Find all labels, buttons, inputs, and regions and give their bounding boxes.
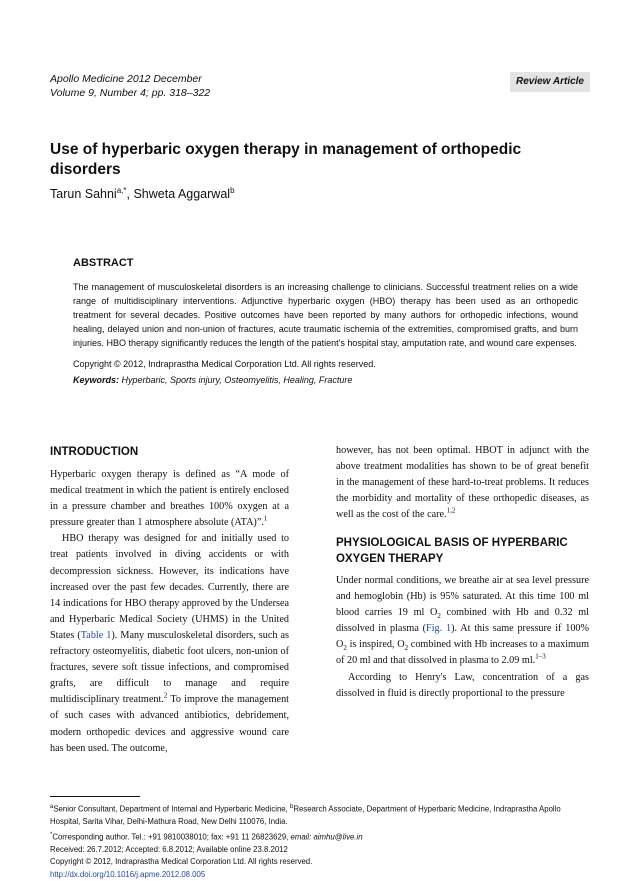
o2-subscript-2: 2 bbox=[343, 644, 347, 653]
abstract-text: The management of musculoskeletal disorders is an increasing challenge to clinicians. Successful treatment relies on a wide range of multidisciplinary interventions. Adjunctive hyperbaric oxygen (HBO) therapy has been used as an orthopedic treatment for several decades. Positive outcomes have been reported by many authors for orthopedic infections, wound healing, delayed union and non-union of fractures, acute traumatic ischemia of the extremities, compromised grafts, and burn injuries. HBO therapy significantly reduces the length of the patient's hospital stay, amputation rate, and wound care expenses. bbox=[73, 282, 578, 348]
paragraph-4-text-d: is inspired, O bbox=[346, 639, 405, 651]
abstract-copyright: Copyright © 2012, Indraprastha Medical Corporation Ltd. All rights reserved. bbox=[73, 359, 376, 369]
footnotes bbox=[50, 801, 590, 881]
citation-4: 1–3 bbox=[535, 653, 546, 662]
keywords bbox=[73, 375, 352, 385]
author-2-affil: b bbox=[230, 186, 235, 195]
corresponding-marker: * bbox=[50, 831, 53, 838]
paragraph-2 bbox=[50, 531, 289, 756]
intro-heading: INTRODUCTION bbox=[50, 446, 139, 458]
paragraph-1-text: Hyperbaric oxygen therapy is defined as “A mode of medical treatment in which the patient is entirely enclosed in a pressure chamber and breathes 100% oxygen at a pressure greater than 1 atmosphere absolute (ATA)”. bbox=[50, 469, 289, 529]
journal-info bbox=[50, 72, 210, 100]
table-1-link[interactable]: Table 1 bbox=[80, 629, 112, 641]
paragraph-4-text-a: Under normal conditions, we breathe air at sea level pressure and hemoglobin (Hb) is 95% saturated. At this time 100 ml blood carries 19 ml O bbox=[336, 575, 589, 619]
keywords-label: Keywords: bbox=[73, 375, 120, 385]
physiology-heading: PHYSIOLOGICAL BASIS OF HYPERBARIC OXYGEN THERAPY bbox=[336, 537, 568, 565]
article-title: Use of hyperbaric oxygen therapy in management of orthopedic disorders bbox=[50, 141, 522, 178]
paragraph-2-text-a: HBO therapy was designed for and initially used to treat patients involved in diving accidents or with decompression sickness. However, its indications have increased over the past few decades. Currently, there are 14 indications for HBO therapy approved by the Undersea and Hyperbaric Medical Society (UHMS) in the United States ( bbox=[50, 533, 289, 641]
author-email[interactable]: email: aimhu@live.in bbox=[290, 832, 363, 842]
footnote-dates: Received: 26.7.2012; Accepted: 6.8.2012; Available online 23.8.2012 bbox=[50, 844, 288, 854]
paragraph-4-text-b: combined with Hb and 0.32 ml dissolved in plasma ( bbox=[336, 607, 589, 635]
article-type-badge: Review Article bbox=[510, 72, 590, 92]
affil-b-marker: b bbox=[289, 804, 294, 810]
paragraph-4-text-e: combined with Hb increases to a maximum of 20 ml and that dissolved in plasma to 2.09 ml. bbox=[336, 639, 590, 667]
paragraph-3 bbox=[336, 443, 589, 523]
author-list bbox=[50, 186, 235, 201]
affil-b-text: Research Associate, Department of Hyperbaric Medicine, Indraprastha Apollo Hospital, Sarita Vihar, Delhi-Mathura Road, New Delhi 110076, India. bbox=[50, 804, 561, 827]
paragraph-1 bbox=[50, 467, 289, 531]
author-separator: , bbox=[126, 187, 134, 202]
correspondence-text: Corresponding author. Tel.: +91 9810038010; fax: +91 11 26823629, bbox=[52, 832, 291, 842]
abstract-heading: ABSTRACT bbox=[73, 257, 134, 269]
left-column bbox=[50, 467, 289, 757]
affil-a-text: Senior Consultant, Department of Internal and Hyperbaric Medicine, bbox=[53, 804, 290, 814]
o2-subscript-1: 2 bbox=[437, 612, 441, 621]
footnote-affiliations bbox=[50, 801, 590, 829]
keywords-list: Hyperbaric, Sports injury, Osteomyelitis, Healing, Fracture bbox=[119, 375, 353, 385]
affil-a-marker: a bbox=[50, 804, 54, 810]
paragraph-5: According to Henry's Law, concentration of a gas dissolved in fluid is directly proportional to the pressure bbox=[336, 671, 589, 699]
right-column-top bbox=[336, 443, 589, 523]
journal-line-2: Volume 9, Number 4; pp. 318–322 bbox=[50, 87, 211, 99]
journal-line-1: Apollo Medicine 2012 December bbox=[50, 73, 202, 85]
citation-1: 1 bbox=[263, 514, 268, 523]
paragraph-4-text-c: ). At this same pressure if 100% O bbox=[336, 623, 589, 651]
footnote-copyright: Copyright © 2012, Indraprastha Medical Corporation Ltd. All rights reserved. bbox=[50, 857, 313, 867]
o2-subscript-3: 2 bbox=[404, 644, 409, 653]
author-1: Tarun Sahni bbox=[50, 187, 117, 202]
doi-link[interactable]: http://dx.doi.org/10.1016/j.apme.2012.08.005 bbox=[50, 869, 206, 879]
footnote-rule bbox=[50, 796, 140, 797]
paragraph-2-text-b: ). Many musculoskeletal disorders, such as refractory osteomyelitis, diabetic foot ulcers, non-union of fractures, severe soft tissue infections, and compromised grafts, are difficult to manage and require multidisciplinary treatment. bbox=[50, 629, 290, 706]
footnote-correspondence bbox=[50, 829, 590, 844]
paragraph-3-text: however, has not been optimal. HBOT in adjunct with the above treatment modalities has shown to be of great benefit in the management of these hard-to-treat problems. It reduces the morbidity and mortality of these orthopedic diseases, as well as the cost of the care. bbox=[336, 445, 589, 521]
author-2: Shweta Aggarwal bbox=[133, 187, 231, 202]
figure-1-link[interactable]: Fig. 1 bbox=[426, 623, 452, 635]
citation-3: 1,2 bbox=[446, 506, 456, 515]
citation-2: 2 bbox=[163, 691, 168, 700]
paragraph-4 bbox=[336, 573, 589, 670]
paragraph-2-text-c: To improve the management of such cases with advanced antibiotics, debridement, modern orthopedic devices and aggressive wound care has been used. The outcome, bbox=[50, 694, 289, 754]
author-1-affil: a,* bbox=[116, 186, 127, 195]
right-column-bottom bbox=[336, 573, 589, 702]
